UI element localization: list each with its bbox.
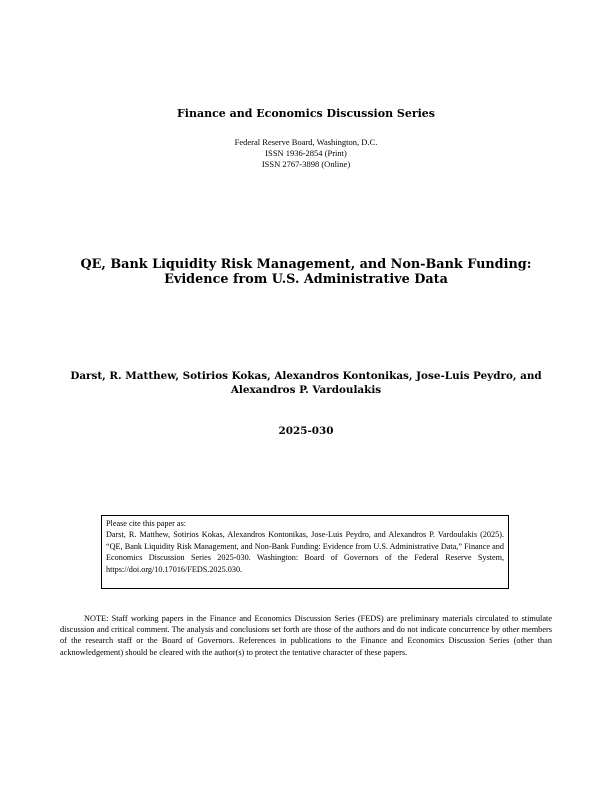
citation-text: Darst, R. Matthew, Sotirios Kokas, Alexandros Kontonikas, Jose-Luis Peydro, and Alexandros P. Vardoulakis (2025). “QE, Bank Liquidity Risk Management, and Non-Bank Funding: Evidence from U.S. Administrative Data,” Finance and Economics Discussion Series 2025-030. Washington: Board of Governors of the Federal Reserve System, https://doi.org/10.17016/FEDS.2025.030. [106,530,504,574]
series-title: Finance and Economics Discussion Series [176,107,436,120]
publisher-block [0,137,612,171]
citation-box [101,515,509,589]
issn-online: ISSN 2767-3898 (Online) [261,159,351,170]
paper-title: QE, Bank Liquidity Risk Management, and Non-Bank Funding: Evidence from U.S. Administrative Data [80,257,532,287]
paper-authors: Darst, R. Matthew, Sotirios Kokas, Alexandros Kontonikas, Jose-Luis Peydro, and Alexandros P. Vardoulakis [70,370,542,396]
paper-number: 2025-030 [278,425,334,437]
disclaimer-note: NOTE: Staff working papers in the Finance and Economics Discussion Series (FEDS) are preliminary materials circulated to stimulate discussion and critical comment. The analysis and conclusions set forth are those of the authors and do not indicate concurrence by other members of the research staff or the Board of Governors. References in publications to the Finance and Economics Discussion Series (other than acknowledgement) should be cleared with the author(s) to protect the tentative character of these papers. [60,614,552,657]
issn-print: ISSN 1936-2854 (Print) [265,148,347,159]
publisher-name: Federal Reserve Board, Washington, D.C. [234,137,378,147]
citation-label: Please cite this paper as: [106,519,187,528]
